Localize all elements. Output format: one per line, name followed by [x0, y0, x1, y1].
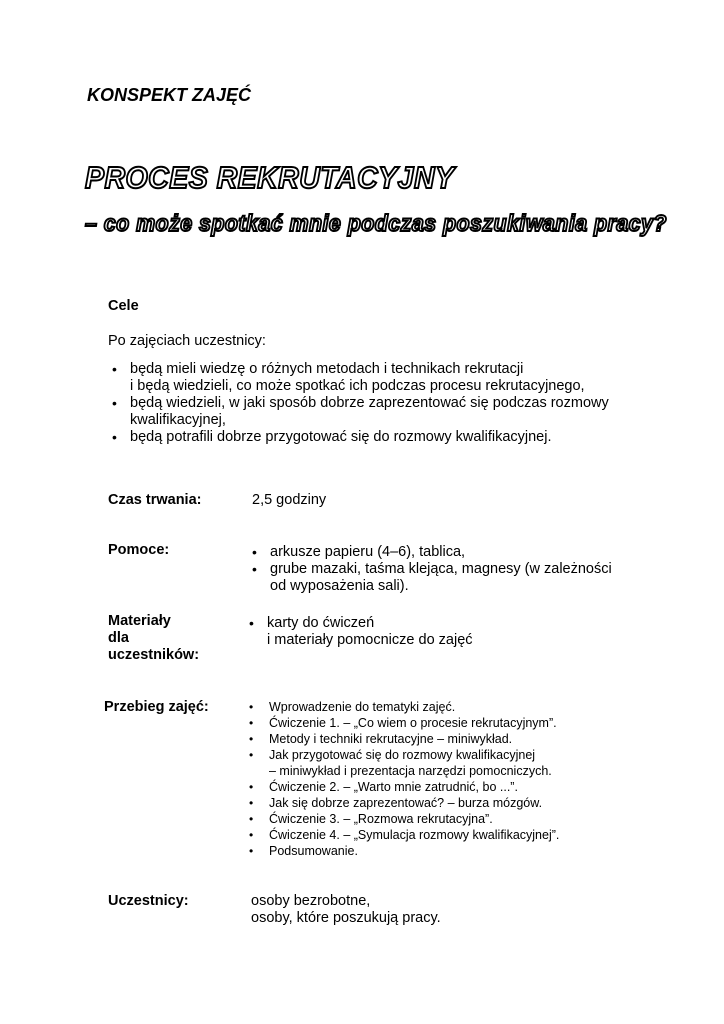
document-heading: KONSPEKT ZAJĘĆ — [87, 85, 252, 105]
participants-value: osoby bezrobotne, osoby, które poszukują pracy. — [251, 893, 441, 926]
agenda-list — [247, 699, 667, 859]
list-item: • Jak się dobrze zaprezentować? – burza mózgów. — [247, 795, 667, 811]
agenda-label: Przebieg zajęć: — [104, 699, 209, 715]
list-item: • Ćwiczenie 4. – „Symulacja rozmowy kwalifikacyjnej”. — [247, 827, 667, 843]
list-item: • będą potrafili dobrze przygotować się do rozmowy kwalifikacyjnej. — [110, 429, 650, 446]
list-item: • arkusze papieru (4–6), tablica, — [250, 544, 650, 561]
list-item: • Ćwiczenie 3. – „Rozmowa rekrutacyjna”. — [247, 811, 667, 827]
list-item: • Ćwiczenie 1. – „Co wiem o procesie rekrutacyjnym”. — [247, 715, 667, 731]
materials-label: Materiały dla uczestników: — [108, 613, 200, 663]
duration-label: Czas trwania: — [108, 492, 202, 508]
duration-value: 2,5 godziny — [252, 492, 327, 508]
list-item: • karty do ćwiczeń i materiały pomocnicze do zajęć — [247, 615, 647, 649]
list-item: • będą wiedzieli, w jaki sposób dobrze zaprezentować się podczas rozmowy kwalifikacyjnej, — [110, 395, 650, 429]
participants-label: Uczestnicy: — [108, 893, 189, 909]
banner-subtitle: – co może spotkać mnie podczas poszukiwania pracy? — [85, 210, 667, 236]
list-item: • Ćwiczenie 2. – „Warto mnie zatrudnić, bo ...”. — [247, 779, 667, 795]
list-item: • Podsumowanie. — [247, 843, 667, 859]
list-item: • Wprowadzenie do tematyki zajęć. — [247, 699, 667, 715]
goals-intro: Po zajęciach uczestnicy: — [108, 333, 266, 349]
materials-list — [247, 615, 647, 649]
banner-title: PROCES REKRUTACYJNY — [85, 160, 455, 195]
list-item: • będą mieli wiedzę o różnych metodach i technikach rekrutacji i będą wiedzieli, co może spotkać ich podczas procesu rekrutacyjnego, — [110, 361, 650, 395]
list-item: • Metody i techniki rekrutacyjne – miniwykład. — [247, 731, 667, 747]
list-item: • grube mazaki, taśma klejąca, magnesy (w zależności od wyposażenia sali). — [250, 561, 650, 595]
list-item: • Jak przygotować się do rozmowy kwalifikacyjnej – miniwykład i prezentacja narzędzi pomocniczych. — [247, 747, 667, 779]
aids-label: Pomoce: — [108, 542, 170, 558]
aids-list — [250, 544, 650, 595]
goals-label: Cele — [108, 298, 139, 314]
goals-list — [110, 361, 650, 446]
